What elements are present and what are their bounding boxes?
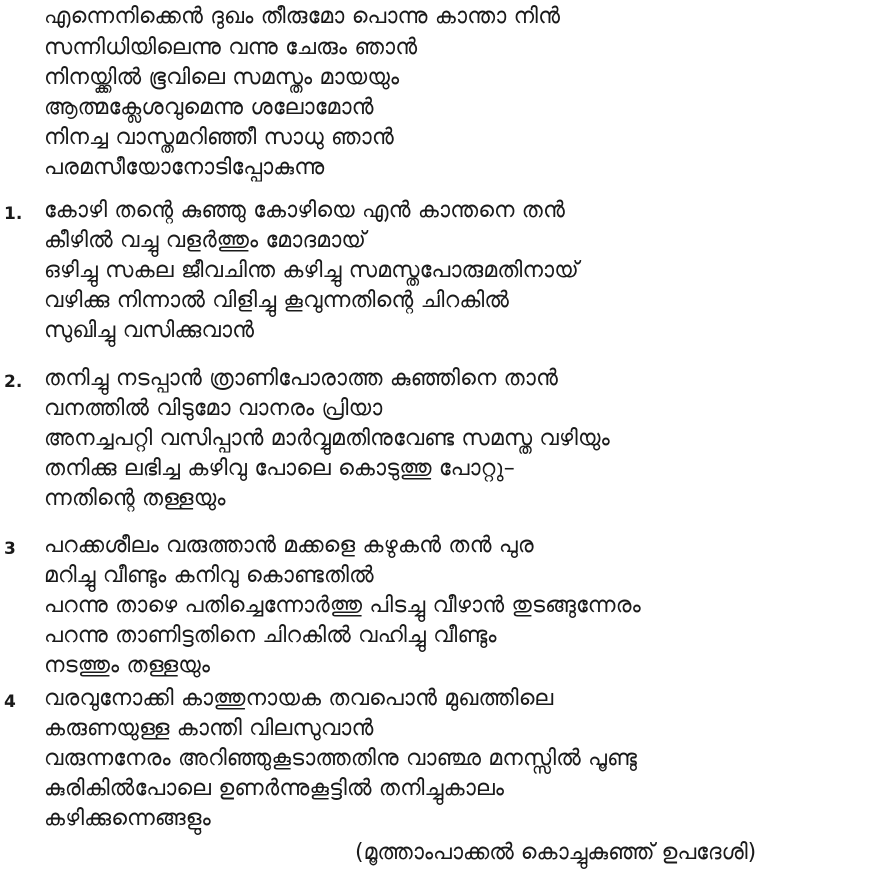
stanza-line: തനിച്ചു നടപ്പാൻ ത്രാണിപോരാത്ത കുഞ്ഞിനെ താൻ [44, 366, 559, 391]
intro-line-5: നിനച്ച വാസ്തമറിഞ്ഞീ സാധു ഞാൻ [44, 125, 394, 150]
stanza-line: അനച്ചപറ്റി വസിപ്പാൻ മാർവ്വുമതിനുവേണ്ട സമസ്ത വഴിയും [44, 426, 610, 451]
intro-line-4: ആത്മക്ലേശവുമെന്നു ശലോമോൻ [44, 95, 374, 120]
stanza-line: തനിക്കു ലഭിച്ച കഴിവു പോലെ കൊടുത്തു പോറ്റു– [44, 456, 515, 481]
stanza-line: കീഴിൽ വച്ചു വളർത്തും മോദമായ് [44, 228, 367, 253]
author-attribution: (മൂത്താംപാക്കൽ കൊച്ചുകുഞ്ഞ് ഉപദേശി) [355, 840, 757, 865]
stanza-line: ഒഴിച്ചു സകല ജീവചിന്ത കഴിച്ചു സമസ്തപോരുമതിനായ് [44, 258, 579, 283]
stanza-line: പറന്നു താഴെ പതിച്ചെന്നോർത്തു പിടച്ചു വീഴാൻ തുടങ്ങുന്നേരം [44, 593, 641, 618]
stanza-line: വരവുനോക്കി കാത്തുനായക തവപൊൻ മുഖത്തിലെ [44, 686, 554, 711]
intro-line-6: പരമസീയോനോടിപ്പോകുന്നു [44, 155, 325, 180]
stanza-line: വഴിക്കു നിന്നാൽ വിളിച്ചു കൂവുന്നതിന്റെ ചിറകിൽ [44, 288, 510, 313]
stanza-number: 2. [4, 372, 23, 392]
stanza-line: കഴിക്കുന്നെങ്ങളും [44, 806, 211, 831]
intro-line-3: നിനയ്ക്കിൽ ഭൂവിലെ സമസ്തം മായയും [44, 65, 400, 90]
stanza-line: മറിച്ചു വീണ്ടും കനിവു കൊണ്ടതിൽ [44, 563, 374, 588]
stanza-line: പറക്കശീലം വരുത്താൻ മക്കളെ കഴുകൻ തൻ പുര [44, 533, 534, 558]
stanza-number: 3 [4, 539, 16, 559]
stanza-line: സുഖിച്ചു വസിക്കുവാൻ [44, 318, 255, 343]
stanza-number: 4 [4, 692, 16, 712]
stanza-line: വരുന്നനേരം അറിഞ്ഞുകൂടാത്തതിനു വാഞ്ഛ മനസ്സിൽ പൂണ്ടു [44, 746, 638, 771]
stanza-line: കരുണയുള്ള കാന്തി വിലസുവാൻ [44, 716, 374, 741]
intro-line-2: സന്നിധിയിലെന്നു വന്നു ചേരും ഞാൻ [44, 35, 418, 60]
stanza-line: കോഴി തന്റെ കുഞ്ഞു കോഴിയെ എൻ കാന്തനെ തൻ [44, 198, 566, 223]
stanza-line: വനത്തിൽ വിടുമോ വാനരം പ്രിയാ [44, 396, 383, 421]
stanza-line: കുരികിൽപോലെ ഉണർന്നുകൂട്ടിൽ തനിച്ചുകാലം [44, 776, 505, 801]
stanza-line: നടത്തും തള്ളയും [44, 653, 211, 678]
stanza-number: 1. [4, 204, 23, 224]
stanza-line: ന്നതിന്റെ തള്ളയും [44, 486, 226, 511]
intro-line-1: എന്നെനിക്കെൻ ദുഖം തീരുമോ പൊന്നു കാന്താ നിൻ [44, 4, 561, 29]
stanza-line: പറന്നു താണിട്ടതിനെ ചിറകിൽ വഹിച്ചു വീണ്ടും [44, 623, 497, 648]
